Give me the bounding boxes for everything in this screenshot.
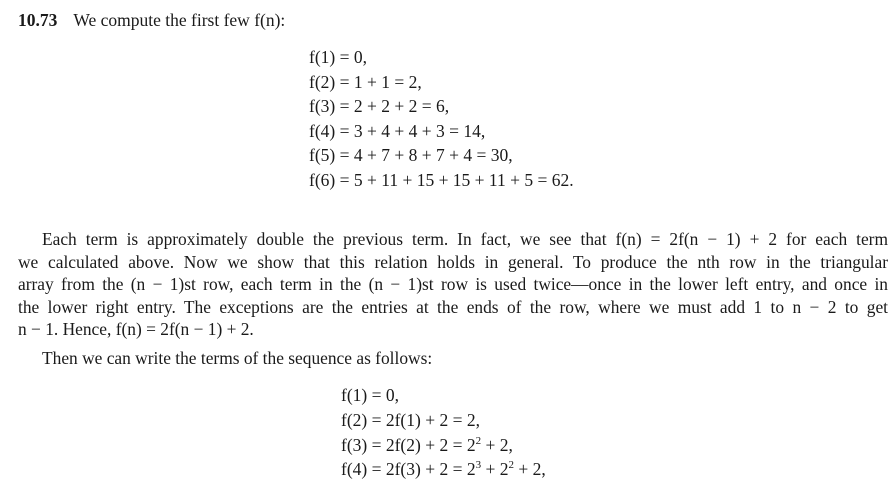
problem-header — [18, 9, 285, 31]
equation-line: f(4) = 3 + 4 + 4 + 3 = 14, — [309, 120, 486, 141]
paragraph-1-line: Each term is approximately double the previous term. In fact, we see that f(n) = 2f(n − 1) + 2 for each term — [42, 229, 888, 249]
problem-number: 10.73 — [18, 10, 58, 30]
paragraph-1-line: we calculated above. Now we show that this relation holds in general. To produce the nth row in the triangular — [18, 251, 888, 272]
paragraph-1-line: n − 1. Hence, f(n) = 2f(n − 1) + 2. — [18, 319, 254, 339]
equation-line: $f(4) = 2f(3) + 2 = 2^3 + 2^2 + 2$, — [341, 459, 546, 480]
equation-line: f(2) = 2f(1) + 2 = 2, — [341, 409, 480, 430]
equation-line: f(5) = 4 + 7 + 8 + 7 + 4 = 30, — [309, 145, 513, 165]
header-text: We compute the first few f(n): — [73, 10, 286, 30]
paragraph-1-line: the lower right entry. The exceptions are the entries at the ends of the row, where we must add 1 to n − 2 to get — [18, 296, 888, 317]
equation-line: $f(3) = 2f(2) + 2 = 2^2 + 2$, — [341, 434, 513, 455]
equation-line: f(2) = 1 + 1 = 2, — [309, 71, 422, 92]
equation-line: f(1) = 0, — [309, 47, 367, 67]
paragraph-2: Then we can write the terms of the sequence as follows: — [42, 348, 433, 368]
equation-line: f(3) = 2 + 2 + 2 = 6, — [309, 96, 450, 116]
paragraph-1 — [18, 228, 888, 341]
equation-line: f(6) = 5 + 11 + 15 + 15 + 11 + 5 = 62. — [309, 169, 574, 190]
paragraph-1-line: array from the (n − 1)st row, each term in the (n − 1)st row is used twice—once in the lower left entry, and once in — [18, 274, 888, 294]
equation-line: f(1) = 0, — [341, 385, 399, 405]
